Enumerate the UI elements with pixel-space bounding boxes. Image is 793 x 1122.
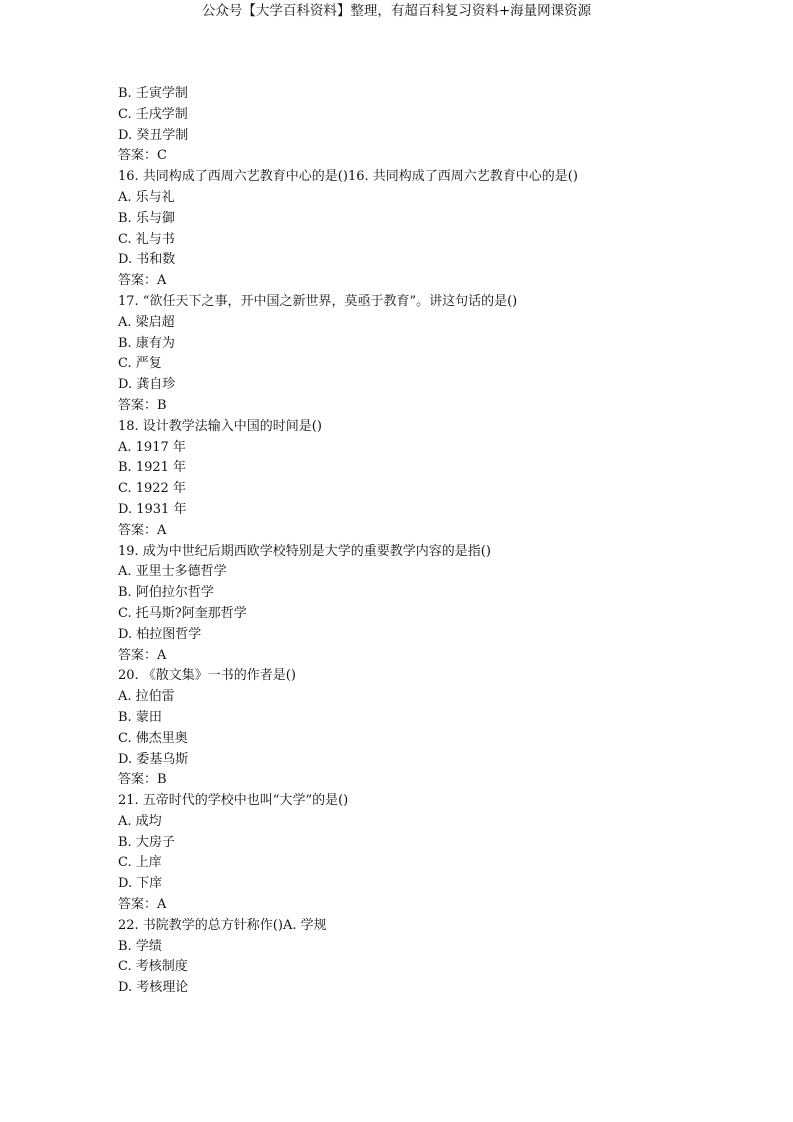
option-line: B. 蒙田 bbox=[118, 709, 162, 725]
option-line: A. 梁启超 bbox=[118, 314, 175, 330]
question-line: 17. “欲任天下之事，开中国之新世界，莫亟于教育”。讲这句话的是() bbox=[118, 293, 518, 309]
option-line: B. 1921 年 bbox=[118, 460, 187, 476]
option-line: B. 壬寅学制 bbox=[118, 86, 188, 101]
question-line: 20. 《散文集》一书的作者是() bbox=[118, 668, 296, 684]
option-line: A. 亚里士多德哲学 bbox=[118, 564, 227, 580]
option-line: C. 1922 年 bbox=[118, 481, 186, 497]
option-line: D. 下庠 bbox=[118, 876, 163, 892]
option-line: A. 拉伯雷 bbox=[118, 689, 175, 705]
option-line: D. 柏拉图哲学 bbox=[118, 626, 202, 642]
answer-line: 答案：C bbox=[118, 148, 167, 164]
option-line: C. 佛杰里奥 bbox=[118, 730, 188, 746]
document-body bbox=[118, 84, 738, 999]
option-line: C. 壬戌学制 bbox=[118, 106, 188, 122]
question-line: 18. 设计教学法输入中国的时间是() bbox=[118, 418, 322, 434]
option-line: C. 考核制度 bbox=[118, 959, 188, 975]
option-line: D. 考核理论 bbox=[118, 980, 189, 996]
option-line: B. 阿伯拉尔哲学 bbox=[118, 585, 214, 601]
question-line: 19. 成为中世纪后期西欧学校特别是大学的重要教学内容的是指() bbox=[118, 543, 491, 559]
answer-line: 答案：B bbox=[118, 397, 167, 413]
answer-line: 答案：A bbox=[118, 647, 167, 663]
option-line: C. 托马斯?阿奎那哲学 bbox=[118, 605, 247, 621]
option-line: B. 康有为 bbox=[118, 335, 175, 351]
question-line: 22. 书院教学的总方针称作()A. 学规 bbox=[118, 917, 327, 933]
answer-line: 答案：A bbox=[118, 897, 167, 913]
option-line: B. 大房子 bbox=[118, 834, 175, 850]
question-line: 21. 五帝时代的学校中也叫“大学”的是() bbox=[118, 793, 349, 809]
option-line: C. 严复 bbox=[118, 356, 162, 372]
option-line: D. 书和数 bbox=[118, 252, 176, 268]
option-line: B. 乐与御 bbox=[118, 210, 175, 226]
option-line: D. 委基乌斯 bbox=[118, 751, 189, 767]
option-line: D. 癸丑学制 bbox=[118, 127, 189, 143]
page-header: 公众号【大学百科资料】整理，有超百科复习资料+海量网课资源 bbox=[201, 3, 592, 19]
option-line: C. 礼与书 bbox=[118, 231, 175, 247]
option-line: A. 乐与礼 bbox=[118, 189, 175, 205]
option-line: A. 成均 bbox=[118, 813, 162, 829]
option-line: D. 龚自珍 bbox=[118, 377, 176, 393]
option-line: C. 上庠 bbox=[118, 855, 162, 871]
answer-line: 答案：A bbox=[118, 522, 167, 538]
answer-line: 答案：A bbox=[118, 273, 167, 289]
answer-line: 答案：B bbox=[118, 772, 167, 788]
option-line: A. 1917 年 bbox=[118, 439, 186, 455]
question-line: 16. 共同构成了西周六艺教育中心的是()16. 共同构成了西周六艺教育中心的是() bbox=[118, 169, 578, 185]
option-line: D. 1931 年 bbox=[118, 501, 187, 517]
option-line: B. 学绩 bbox=[118, 938, 162, 954]
